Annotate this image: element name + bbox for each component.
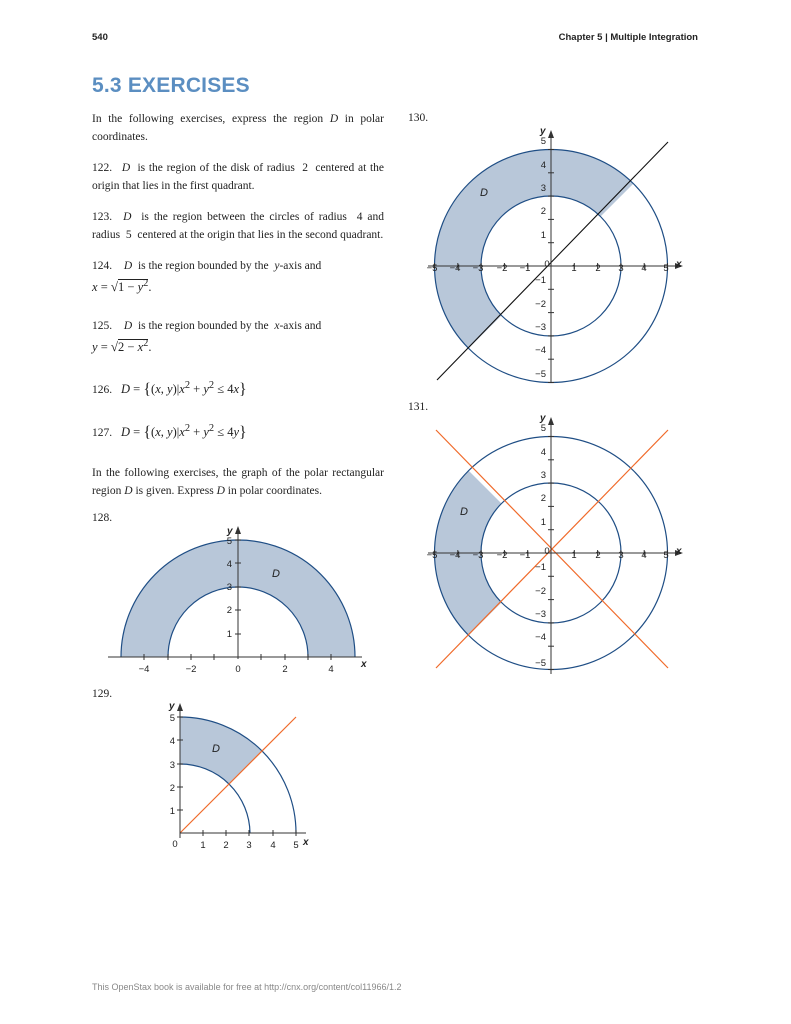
x-tick: 5 (663, 263, 669, 274)
y-tick: 5 (540, 423, 546, 434)
y-tick: 3 (540, 183, 546, 194)
x-tick: 4 (641, 263, 647, 274)
y-tick: 5 (540, 136, 546, 147)
exercise-123: 123. D is the region between the circles of radius 4 and radius 5 centered at the origin that lies in the second quadrant. (92, 211, 385, 241)
x-tick: −2 (496, 263, 508, 274)
y-axis-arrow (177, 703, 183, 711)
y-axis-label: y (227, 526, 233, 537)
figure-131-graph (420, 412, 690, 677)
x-tick: 1 (200, 840, 206, 851)
x-tick: −1 (519, 263, 531, 274)
y-tick: 1 (540, 230, 546, 241)
y-tick: 3 (169, 760, 175, 771)
x-axis-label: x (676, 259, 682, 270)
y-axis-arrow (548, 417, 554, 425)
x-tick: −4 (449, 263, 461, 274)
x-axis-label: x (303, 837, 309, 848)
y-tick: 3 (540, 470, 546, 481)
x-tick: −4 (138, 664, 150, 675)
x-tick: −1 (519, 550, 531, 561)
figure-129-graph (160, 700, 320, 860)
x-tick: −5 (426, 263, 438, 274)
x-tick: −4 (449, 550, 461, 561)
x-tick: 4 (328, 664, 334, 675)
x-tick: 5 (663, 550, 669, 561)
x-tick: 0 (172, 839, 178, 850)
x-tick: −2 (496, 550, 508, 561)
x-tick: 1 (571, 263, 577, 274)
y-tick: −2 (535, 299, 546, 310)
y-tick: −4 (535, 345, 546, 356)
x-tick: 0 (544, 259, 550, 270)
intro-graph: In the following exercises, the graph of the polar rectangular region D is given. Express D in polar coordinates. (92, 466, 384, 497)
y-tick: 3 (226, 582, 232, 593)
y-tick: 2 (540, 206, 546, 217)
left-column (92, 110, 384, 513)
x-axis-label: x (676, 546, 682, 557)
exercise-124: 124. D is the region bounded by the y-axis and $x = √1 - y^2$. (92, 260, 322, 295)
x-tick: 0 (235, 664, 241, 675)
region-d-shading (434, 149, 633, 348)
x-tick: −5 (426, 550, 438, 561)
y-tick: 4 (540, 447, 546, 458)
y-tick: 1 (540, 517, 546, 528)
y-axis-arrow (235, 526, 241, 534)
y-axis-arrow (548, 130, 554, 138)
exercise-127: 127. D = {(x, $y)|x^2 + y^2 \le 4y$} (92, 422, 247, 441)
x-tick: 2 (595, 263, 601, 274)
y-tick: 2 (169, 783, 175, 794)
x-tick: −3 (472, 550, 484, 561)
exercise-128-label: 128. (92, 512, 113, 524)
y-tick: 4 (226, 559, 232, 570)
y-tick: 5 (226, 536, 232, 547)
exercise-122: 122. D is the region of the disk of radius 2 centered at the origin that lies in the first quadrant. (92, 162, 385, 192)
y-tick: −2 (535, 586, 546, 597)
y-tick: −4 (535, 632, 546, 643)
footer-text: This OpenStax book is available for free at http://cnx.org/content/col11966/1.2 (92, 982, 402, 992)
region-d-label: D (272, 568, 280, 580)
x-tick: −3 (472, 263, 484, 274)
x-tick: 4 (270, 840, 276, 851)
x-tick: 5 (293, 840, 299, 851)
x-tick: 0 (544, 546, 550, 557)
x-tick: 2 (282, 664, 288, 675)
y-tick: −1 (535, 562, 546, 573)
y-axis-label: y (540, 413, 546, 424)
x-tick: 4 (641, 550, 647, 561)
section-title: 5.3 EXERCISES (92, 74, 250, 97)
x-tick: 3 (618, 550, 624, 561)
x-tick: 1 (571, 550, 577, 561)
y-tick: −5 (535, 658, 546, 669)
y-tick: −5 (535, 369, 546, 380)
y-axis-label: y (169, 701, 175, 712)
region-d-label: D (212, 743, 220, 755)
exercise-131-label: 131. (408, 401, 429, 413)
y-tick: −3 (535, 322, 546, 333)
y-tick: 1 (169, 806, 175, 817)
y-tick: 4 (169, 736, 175, 747)
figure-128-graph (100, 520, 380, 680)
figure-130-graph (420, 125, 690, 385)
y-axis-label: y (540, 126, 546, 137)
y-tick: 5 (169, 713, 175, 724)
region-d-label: D (460, 506, 468, 518)
x-tick: 2 (595, 550, 601, 561)
intro-polar: In the following exercises, express the region D in polar coordinates. (92, 113, 384, 143)
x-axis-label: x (361, 659, 367, 670)
exercise-126: 126. D = {(x, $y)|x^2 + y^2 \le 4x$} (92, 380, 247, 399)
exercise-129-label: 129. (92, 688, 113, 700)
x-tick: −2 (185, 664, 197, 675)
x-tick: 3 (246, 840, 252, 851)
y-tick: −3 (535, 609, 546, 620)
y-tick: 4 (540, 160, 546, 171)
region-d-shading (180, 717, 262, 784)
page-number: 540 (92, 32, 108, 43)
chapter-title: Chapter 5 | Multiple Integration (558, 32, 698, 43)
x-tick: 3 (618, 263, 624, 274)
y-tick: 1 (226, 629, 232, 640)
x-tick: 2 (223, 840, 229, 851)
y-tick: 2 (540, 493, 546, 504)
y-tick: −1 (535, 275, 546, 286)
exercise-125: 125. D is the region bounded by the x-axis and $y = √2 - x^2$. (92, 320, 322, 355)
exercise-130-label: 130. (408, 112, 429, 124)
region-d-label: D (480, 187, 488, 199)
y-tick: 2 (226, 605, 232, 616)
